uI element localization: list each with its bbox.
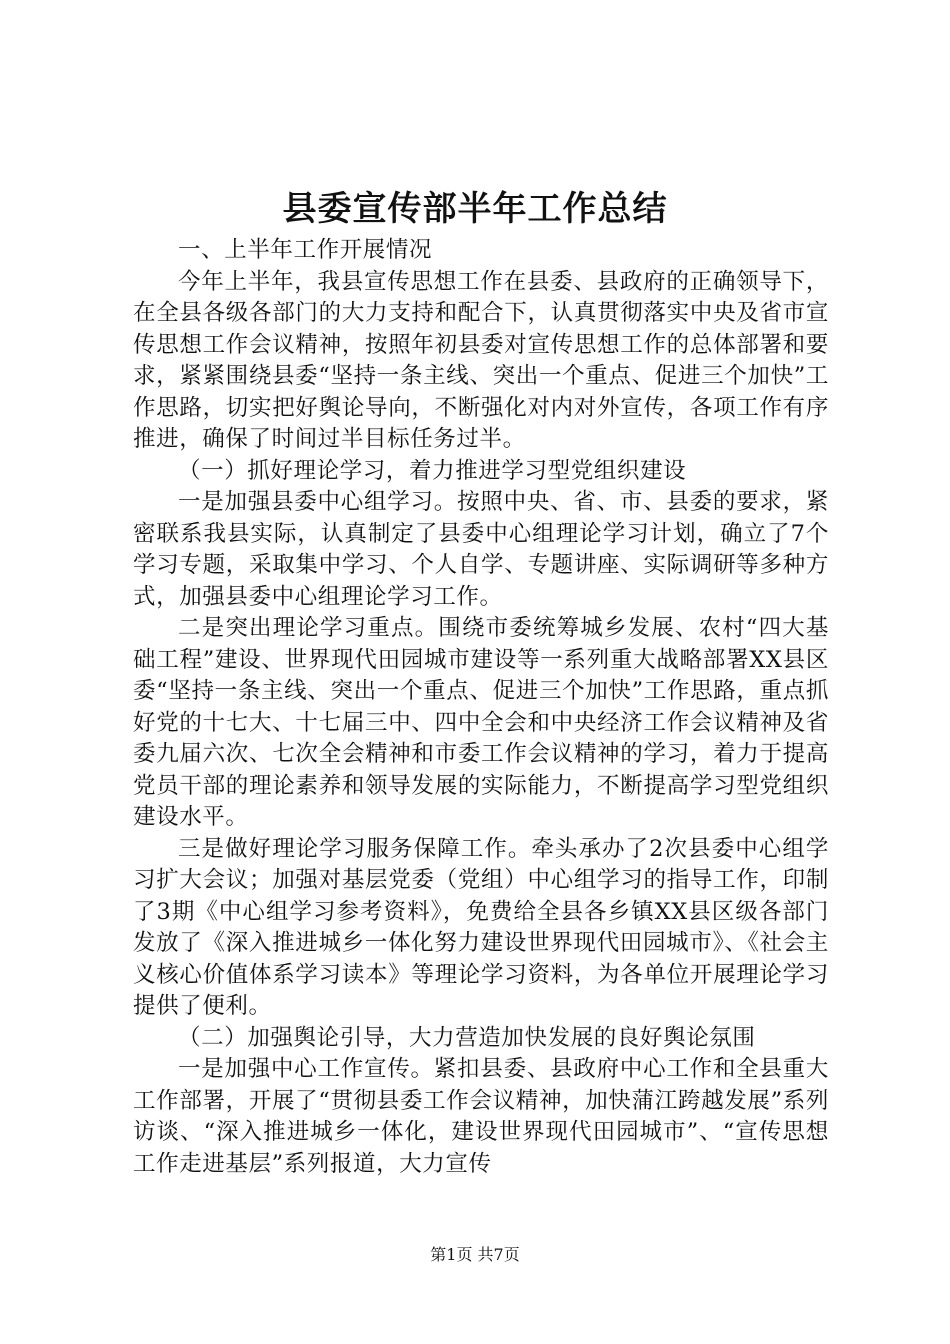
document-title: 县委宣传部半年工作总结 (282, 189, 668, 229)
document-body (133, 235, 829, 1180)
paragraph: 今年上半年，我县宣传思想工作在县委、县政府的正确领导下，在全县各级各部门的大力支持和配合下，认真贯彻落实中央及省市宣传思想工作会议精神，按照年初县委对宣传思想工作的总体部署和要求，紧紧围绕县委“坚持一条主线、突出一个重点、促进三个加快”工作思路，切实把好舆论导向，不断强化对内对外宣传，各项工作有序推进，确保了时间过半目标任务过半。 (133, 268, 829, 452)
paragraph: 二是突出理论学习重点。围绕市委统筹城乡发展、农村“四大基础工程”建设、世界现代田园城市建设等一系列重大战略部署XX县区委“坚持一条主线、突出一个重点、促进三个加快”工作思路，重点抓好党的十七大、十七届三中、四中全会和中央经济工作会议精神及省委九届六次、七次全会精神和市委工作会议精神的学习，着力于提高党员干部的理论素养和领导发展的实际能力，不断提高学习型党组织建设水平。 (133, 615, 829, 830)
subsection-heading: （二）加强舆论引导，大力营造加快发展的良好舆论氛围 (178, 1024, 756, 1051)
page-footer: 第1页 共7页 (430, 1245, 520, 1264)
section-heading: 一、上半年工作开展情况 (178, 237, 433, 263)
paragraph: 一是加强县委中心组学习。按照中央、省、市、县委的要求，紧密联系我县实际，认真制定了县委中心组理论学习计划，确立了7个学习专题，采取集中学习、个人自学、专题讲座、实际调研等多种方式，加强县委中心组理论学习工作。 (133, 489, 829, 610)
paragraph: 一是加强中心工作宣传。紧扣县委、县政府中心工作和全县重大工作部署，开展了“贯彻县委工作会议精神，加快蒲江跨越发展”系列访谈、“深入推进城乡一体化，建设世界现代田园城市”、“宣传思想工作走进基层”系列报道，大力宣传 (133, 1056, 829, 1177)
paragraph: 三是做好理论学习服务保障工作。牵头承办了2次县委中心组学习扩大会议；加强对基层党委（党组）中心组学习的指导工作，印制了3期《中心组学习参考资料》，免费给全县各乡镇XX县区级各部门发放了《深入推进城乡一体化努力建设世界现代田园城市》、《社会主义核心价值体系学习读本》等理论学习资料，为各单位开展理论学习提供了便利。 (133, 835, 829, 1019)
subsection-heading: （一）抓好理论学习，着力推进学习型党组织建设 (178, 457, 687, 484)
